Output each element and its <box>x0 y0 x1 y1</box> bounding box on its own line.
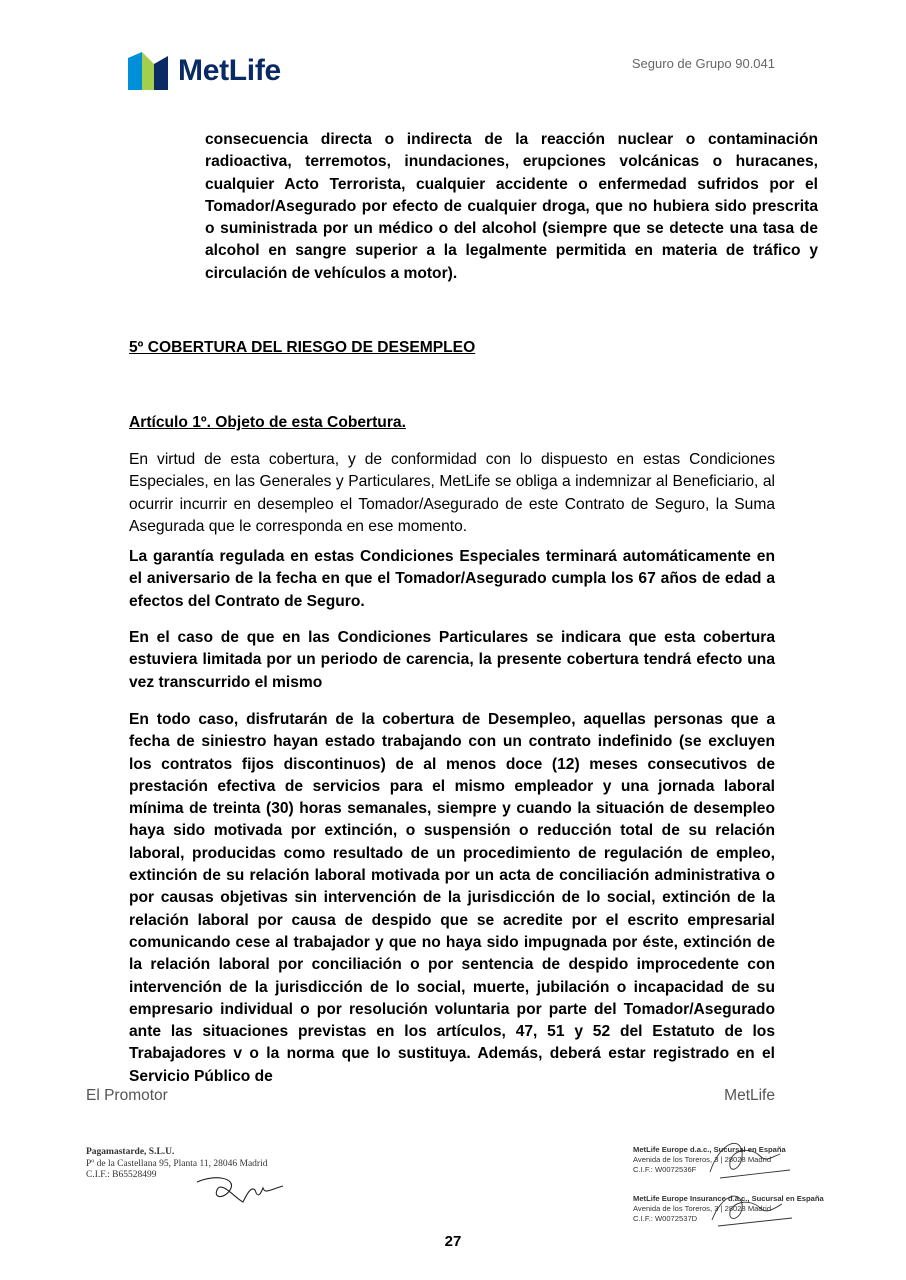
page-number: 27 <box>444 1233 462 1250</box>
paragraph-object: En virtud de esta cobertura, y de conformidad con lo dispuesto en estas Condiciones Especiales, en las Generales y Particulares, MetLife se obliga a indemnizar al Beneficiario, al ocurrir incurrir en desempleo el Tomador/Asegurado de este Contrato de Seguro, la Suma Asegurada que le corresponda en ese momento. <box>129 451 775 535</box>
metlife-europe-signature <box>700 1132 795 1187</box>
exclusions-paragraph: consecuencia directa o indirecta de la reacción nuclear o contaminación radioactiva, terremotos, inundaciones, erupciones volcánicas o huracanes, cualquier Acto Terrorista, cualquier accidente o enfermedad sufridos por el Tomador/Asegurado por efecto de cualquier droga, que no hubiera sido prescrita o suministrada por un médico o del alcohol (siempre que se detecte una tasa de alcohol en sangre superior a la legalmente permitida en materia de tráfico y circulación de vehículos a motor). <box>205 131 818 282</box>
metlife-europe-address: Avenida de los Toreros, 3 | 28028 Madrid <box>633 1155 772 1164</box>
footer-promoter-label: El Promotor <box>86 1087 168 1104</box>
metlife-logo <box>128 52 281 90</box>
metlife-insurance-address: Avenida de los Toreros, 3 | 28028 Madrid <box>633 1204 772 1213</box>
metlife-insurance-signature <box>700 1186 795 1231</box>
promoter-signature <box>195 1168 285 1208</box>
logo-text: MetLife <box>178 54 281 87</box>
policy-number: Seguro de Grupo 90.041 <box>631 56 775 71</box>
promoter-cif: C.I.F.: B65528499 <box>86 1170 157 1180</box>
metlife-europe-cif: C.I.F.: W0072536F <box>633 1165 697 1174</box>
article-title: Artículo 1º. Objeto de esta Cobertura. <box>129 414 406 431</box>
metlife-insurance-cif: C.I.F.: W0072537D <box>633 1214 698 1223</box>
paragraph-waiting-period: En el caso de que en las Condiciones Particulares se indicara que esta cobertura estuviera limitada por un periodo de carencia, la presente cobertura tendrá efecto una vez transcurrido el mismo <box>129 629 775 691</box>
metlife-insurance-name: MetLife Europe Insurance d.a.c., Sucursal en España <box>633 1194 824 1203</box>
metlife-europe-name: MetLife Europe d.a.c., Sucursal en España <box>633 1145 786 1154</box>
promoter-address: Pº de la Castellana 95, Planta 11, 28046 Madrid <box>86 1158 268 1169</box>
promoter-name: Pagamastarde, S.L.U. <box>86 1147 175 1157</box>
section-title: 5º COBERTURA DEL RIESGO DE DESEMPLEO <box>129 339 476 356</box>
paragraph-conditions: En todo caso, disfrutarán de la cobertura de Desempleo, aquellas personas que a fecha de siniestro hayan estado trabajando con un contrato indefinido (se excluyen los contratos fijos discontinuos) de al menos doce (12) meses consecutivos de prestación efectiva de servicios para el mismo empleador y una jornada laboral mínima de treinta (30) horas semanales, siempre y cuando la situación de desempleo haya sido motivada por extinción, o suspensión o reducción total de su relación laboral, producidas como resultado de un procedimiento de regulación de empleo, extinción de su relación laboral motivada por un acta de conciliación administrativa o por causas objetivas sin intervención de la jurisdicción de lo social, extinción de la relación laboral por causa de despido que se acredite por el escrito empresarial comunicando cese al trabajador y que no haya sido impugnada por éste, extinción de la relación laboral por conciliación o por sentencia de despido improcedente con intervención de la jurisdicción de lo social, muerte, jubilación o incapacidad de su empresario individual o por resolución voluntaria por parte del Tomador/Asegurado ante las situaciones previstas en los artículos, 47, 51 y 52 del Estatuto de los Trabajadores v o la norma que lo sustituya. Además, deberá estar registrado en el Servicio Público de <box>129 711 775 1085</box>
metlife-logo-icon <box>128 52 168 90</box>
paragraph-termination: La garantía regulada en estas Condiciones Especiales terminará automáticamente en el aniversario de la fecha en que el Tomador/Asegurado cumpla los 67 años de edad a efectos del Contrato de Seguro. <box>129 548 775 610</box>
footer-metlife-label: MetLife <box>724 1087 775 1104</box>
